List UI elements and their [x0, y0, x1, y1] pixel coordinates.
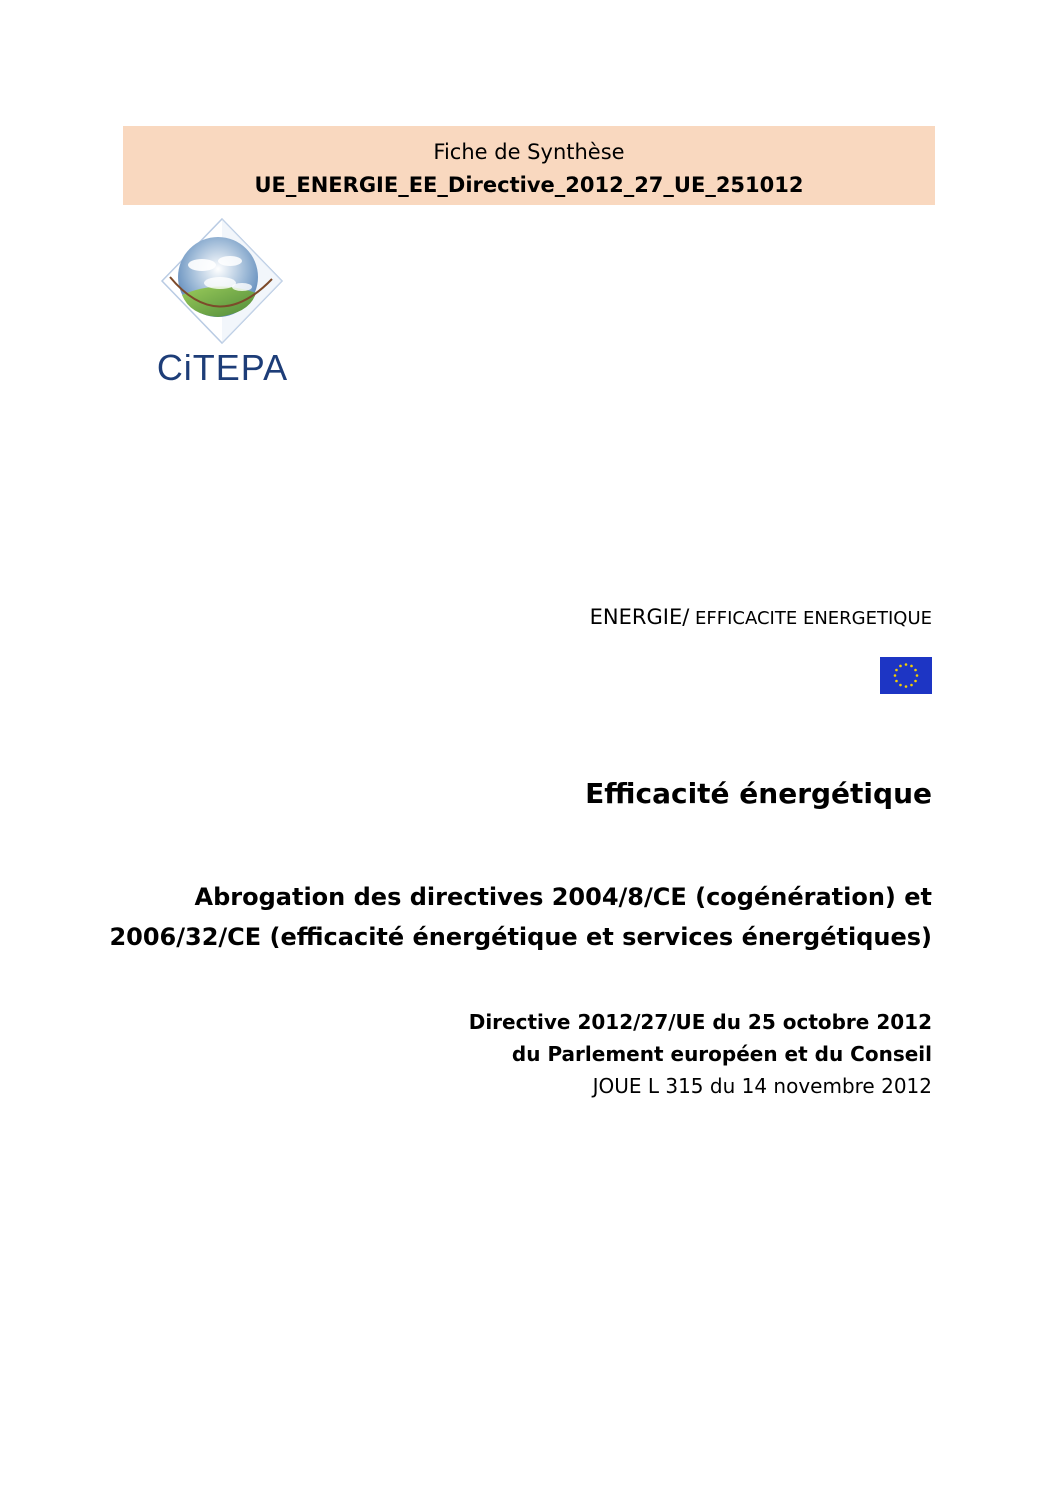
header-title: Fiche de Synthèse [433, 140, 625, 164]
citepa-logo-icon [160, 217, 285, 345]
flag-star [914, 680, 917, 683]
main-title: Efficacité énergétique [585, 777, 932, 810]
flag-star [899, 665, 902, 668]
journal-reference: JOUE L 315 du 14 novembre 2012 [592, 1074, 932, 1098]
flag-star [905, 685, 908, 688]
flag-star [895, 680, 898, 683]
flag-star [905, 663, 908, 666]
issuing-bodies: du Parlement européen et du Conseil [511, 1042, 932, 1066]
category-sub: EFFICACITE ENERGETIQUE [689, 608, 932, 629]
citepa-logo [145, 217, 300, 387]
eu-flag-icon [880, 657, 932, 694]
logo-text: CiTEPA [156, 347, 289, 388]
flag-star [910, 665, 913, 668]
category-main: ENERGIE/ [589, 605, 690, 629]
flag-star [894, 674, 897, 677]
document-code: UE_ENERGIE_EE_Directive_2012_27_UE_251012 [254, 173, 804, 197]
category-label [590, 602, 932, 634]
subtitle [109, 877, 932, 957]
flag-star [899, 684, 902, 687]
subtitle-line-1: Abrogation des directives 2004/8/CE (cogénération) et [194, 883, 932, 911]
subtitle-line-2: 2006/32/CE (efficacité énergétique et services énergétiques) [109, 923, 932, 951]
flag-star [895, 669, 898, 672]
header-box [123, 126, 935, 205]
flag-star [914, 669, 917, 672]
directive-reference: Directive 2012/27/UE du 25 octobre 2012 [468, 1010, 932, 1034]
flag-star [910, 684, 913, 687]
flag-star [916, 674, 919, 677]
reference-block [469, 1006, 932, 1102]
